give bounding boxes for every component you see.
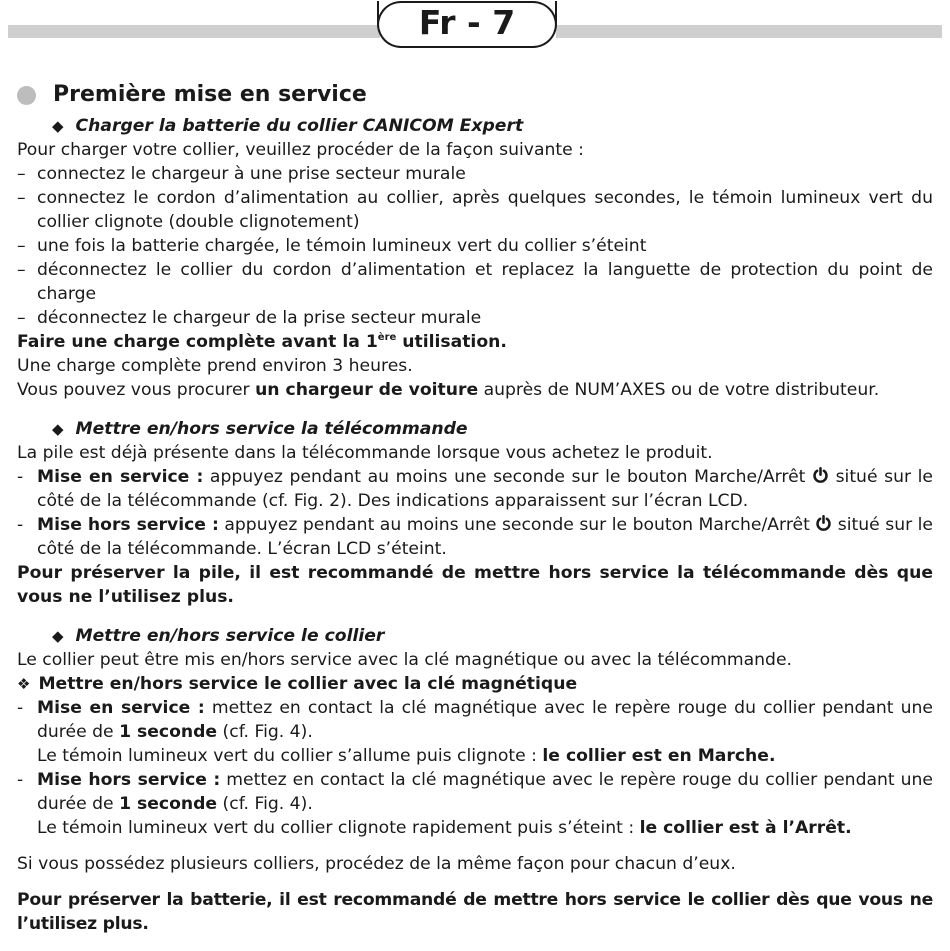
diamond-icon: ◆ (52, 627, 64, 645)
remote-heading-text: Mettre en/hors service la télécommande (75, 419, 468, 439)
header-bar-right (556, 25, 942, 38)
collar-heading (17, 624, 933, 648)
collar-heading-text: Mettre en/hors service le collier (75, 626, 385, 646)
page-number-tab (377, 1, 557, 48)
charge-step: – une fois la batterie chargée, le témoin lumineux vert du collier s’éteint (17, 236, 647, 256)
diamond-icon: ◆ (52, 420, 64, 438)
collar-warning: Pour préserver la batterie, il est recommandé de mettre hors service le collier dès que vous ne l’utilisez plus. (17, 890, 933, 934)
charge-step: – connectez le cordon d’alimentation au collier, après quelques secondes, le témoin lumineux vert du collier clignote (double clignotement) (17, 188, 933, 232)
circle-bullet-icon (17, 86, 36, 105)
section-title-text: Première mise en service (53, 82, 367, 107)
charge-step: – déconnectez le collier du cordon d’alimentation et replacez la languette de protection du point de charge (17, 260, 933, 304)
diamond-icon: ◆ (52, 117, 64, 135)
page-content (17, 80, 933, 936)
four-diamond-icon: ❖ (17, 675, 31, 693)
charge-heading-text: Charger la batterie du collier CANICOM Expert (75, 116, 524, 136)
car-charger-note: Vous pouvez vous procurer un chargeur de voiture auprès de NUM’AXES ou de votre distributeur. (17, 380, 880, 400)
collar-subheading: ❖ Mettre en/hors service le collier avec la clé magnétique (17, 674, 578, 694)
charge-heading (17, 114, 933, 138)
charge-bold-note: Faire une charge complète avant la 1ère utilisation. (17, 332, 507, 352)
section-title (17, 80, 933, 110)
charge-duration: Une charge complète prend environ 3 heures. (17, 356, 413, 376)
collar-off-item: - Mise hors service : mettez en contact la clé magnétique avec le repère rouge du collier pendant une durée de 1 seconde (cf. Fig. 4). Le témoin lumineux vert du collier clignote rapidement puis s’éteint : le collier est à l’Arrêt. (17, 770, 933, 838)
collar-intro: Le collier peut être mis en/hors service avec la clé magnétique ou avec la télécommande. (17, 650, 792, 670)
collar-on-item: - Mise en service : mettez en contact la clé magnétique avec le repère rouge du collier pendant une durée de 1 seconde (cf. Fig. 4). Le témoin lumineux vert du collier s’allume puis clignote : le collier est en Marche. (17, 698, 933, 766)
header-bar-left (8, 25, 380, 38)
charge-intro: Pour charger votre collier, veuillez procéder de la façon suivante : (17, 140, 584, 160)
multiple-collars-note: Si vous possédez plusieurs colliers, procédez de la même façon pour chacun d’eux. (17, 854, 736, 874)
remote-off-item: - Mise hors service : appuyez pendant au moins une seconde sur le bouton Marche/Arrêt situé sur le côté de la télécommande. L’écran LCD s’éteint. (17, 515, 933, 559)
power-icon (815, 515, 832, 532)
remote-heading (17, 417, 933, 441)
remote-warning: Pour préserver la pile, il est recommandé de mettre hors service la télécommande dès que vous ne l’utilisez plus. (17, 563, 933, 607)
remote-on-item: - Mise en service : appuyez pendant au moins une seconde sur le bouton Marche/Arrêt situé sur le côté de la télécommande (cf. Fig. 2). Des indications apparaissent sur l’écran LCD. (17, 467, 933, 511)
power-icon (812, 467, 829, 484)
remote-intro: La pile est déjà présente dans la télécommande lorsque vous achetez le produit. (17, 443, 713, 463)
charge-step: – connectez le chargeur à une prise secteur murale (17, 164, 466, 184)
page-number: Fr - 7 (418, 3, 516, 42)
charge-step: – déconnectez le chargeur de la prise secteur murale (17, 308, 482, 328)
